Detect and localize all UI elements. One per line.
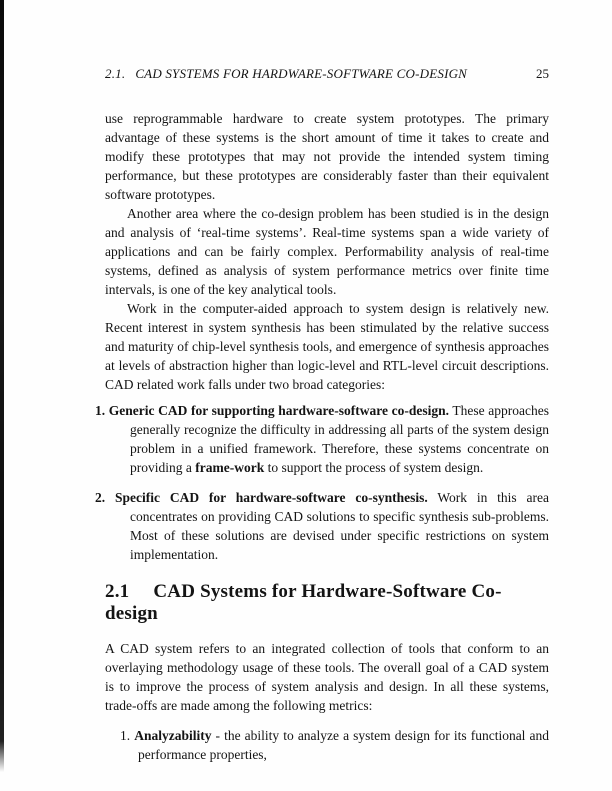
paragraph-real-time: Another area where the co-design problem has been studied is in the design and analysis of ‘real-time systems’. Real-time systems span a wide variety of applications and can be fairly complex. Performability analysis of real-time systems, defined as analysis of system performance metrics over finite time intervals, is one of the key analytical tools. — [105, 206, 549, 297]
page-content — [95, 66, 550, 764]
list-item-generic-cad — [95, 401, 549, 477]
list-item-specific-cad — [95, 488, 550, 564]
running-header — [105, 66, 549, 82]
scan-edge-artifact — [0, 0, 4, 772]
category-list — [95, 401, 550, 564]
paragraph-cad-system-def: A CAD system refers to an integrated collection of tools that conform to an overlaying methodology usage of these tools. The overall goal of a CAD system is to improve the process of system analysis and design. In all these systems, trade-offs are made among the following metrics: — [105, 641, 549, 713]
list-item-number: 1. — [95, 403, 106, 418]
running-header-title — [105, 66, 467, 82]
paragraph-prototypes: use reprogrammable hardware to create system prototypes. The primary advantage of these systems is the short amount of time it takes to create and modify these prototypes that may not provide the intended system timing performance, but these prototypes are considerably faster than their equivalent software prototypes. — [105, 111, 549, 202]
list-item-label: Specific CAD for hardware-software co-synthesis. — [114, 490, 428, 505]
paragraph-cad-work: Work in the computer-aided approach to system design is relatively new. Recent interest in system synthesis has been stimulated by the relative success and maturity of chip-level synthesis tools, and emergence of synthesis approaches at levels of abstraction higher than logic-level and RTL-level circuit descriptions. CAD related work falls under two broad categories: — [105, 301, 549, 392]
list-item-number: 2. — [95, 490, 106, 505]
section-heading — [105, 581, 549, 625]
list-item-text: Work in this area concentrates on providing CAD solutions to specific synthesis sub-problems. Most of these solutions are devised under specific restrictions on system implementation. — [130, 490, 550, 562]
list-item-text: - the ability to analyze a system design for its functional and performance properties, — [138, 728, 550, 762]
list-item-analyzability — [105, 726, 549, 764]
running-header-text: CAD SYSTEMS FOR HARDWARE-SOFTWARE CO-DESIGN — [135, 66, 468, 81]
metrics-list — [105, 726, 549, 764]
list-item-label: Analyzability — [134, 728, 212, 743]
list-item-number: 1. — [120, 728, 131, 743]
page-number: 25 — [536, 66, 549, 81]
list-item-text-end: to support the process of system design. — [267, 460, 484, 475]
list-item-bold-word: frame-work — [195, 460, 265, 475]
section-number: 2.1 — [105, 581, 130, 602]
list-item-label: Generic CAD for supporting hardware-software co-design. — [108, 403, 450, 418]
list-item-text: These approaches generally recognize the difficulty in addressing all parts of the system design problem in a unified framework. Therefore, these systems concentrate on providing a — [130, 403, 549, 475]
section-title: CAD Systems for Hardware-Software Co-design — [105, 581, 502, 624]
running-header-section-number: 2.1. — [105, 66, 126, 81]
